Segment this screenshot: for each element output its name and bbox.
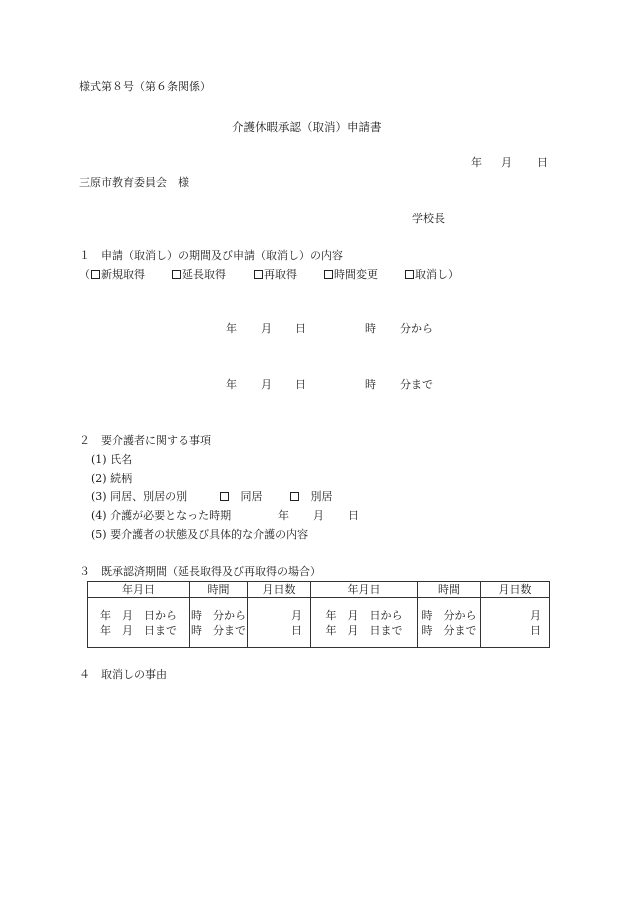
table-row	[88, 598, 550, 648]
checkbox-icon[interactable]	[290, 492, 299, 501]
time-cell-2[interactable]: 時 分から 時 分まで	[418, 598, 481, 648]
count-cell-1[interactable]: 月 日	[248, 598, 311, 648]
checkbox-icon[interactable]	[254, 270, 263, 279]
to-day: 日	[295, 378, 306, 391]
option-extend[interactable]: 延長取得	[172, 268, 226, 282]
section1-heading: １ 申請（取消し）の期間及び申請（取消し）の内容	[79, 249, 343, 262]
date-month: 月	[501, 156, 512, 169]
section2-heading: ２ 要介護者に関する事項	[79, 434, 211, 447]
checkbox-icon[interactable]	[324, 270, 333, 279]
from-day: 日	[295, 322, 306, 335]
item-residence: (3) 同居、別居の別	[91, 490, 188, 503]
date-line	[0, 156, 630, 170]
time-cell-1[interactable]: 時 分から 時 分まで	[190, 598, 248, 648]
checkbox-icon[interactable]	[91, 270, 100, 279]
from-hour: 時	[365, 322, 376, 335]
period-year: 年	[278, 509, 289, 522]
section1-options	[0, 268, 630, 282]
to-hour: 時	[365, 378, 376, 391]
addressee: 三原市教育委員会 様	[79, 176, 189, 189]
table-header-row	[88, 582, 550, 598]
header-date-2: 年月日	[311, 582, 418, 598]
period-to-line	[0, 378, 630, 392]
option-cancel[interactable]: 取消し）	[405, 268, 459, 282]
section4-heading: ４ 取消しの事由	[79, 668, 167, 681]
residence-together-option[interactable]: 同居	[220, 490, 263, 504]
header-time-2: 時間	[418, 582, 481, 598]
form-number: 様式第８号（第６条関係）	[79, 80, 211, 93]
applicant-title: 学校長	[412, 212, 445, 225]
item-period-start: (4) 介護が必要となった時期	[91, 509, 232, 522]
option-reacquire[interactable]: 再取得	[254, 268, 297, 282]
checkbox-icon[interactable]	[172, 270, 181, 279]
from-year: 年	[226, 322, 237, 335]
period-month: 月	[313, 509, 324, 522]
item-relation: (2) 続柄	[91, 472, 133, 485]
header-time-1: 時間	[190, 582, 248, 598]
to-minute: 分まで	[400, 378, 433, 391]
section3-heading: ３ 既承認済期間（延長取得及び再取得の場合）	[79, 565, 321, 578]
header-count-1: 月日数	[248, 582, 311, 598]
page-title: 介護休暇承認（取消）申請書	[232, 120, 382, 134]
to-year: 年	[226, 378, 237, 391]
approved-period-table	[87, 581, 550, 648]
period-day: 日	[348, 509, 359, 522]
count-cell-2[interactable]: 月 日	[481, 598, 550, 648]
checkbox-icon[interactable]	[405, 270, 414, 279]
item-period-row	[0, 509, 630, 523]
from-minute: 分から	[400, 322, 433, 335]
date-day: 日	[537, 156, 548, 169]
item-condition: (5) 要介護者の状態及び具体的な介護の内容	[91, 528, 309, 541]
to-month: 月	[261, 378, 272, 391]
item-name: (1) 氏名	[91, 453, 133, 466]
date-cell-2[interactable]: 年 月 日から 年 月 日まで	[311, 598, 418, 648]
option-time-change[interactable]: 時間変更	[324, 268, 378, 282]
item-residence-row	[0, 490, 630, 504]
residence-separate-option[interactable]: 別居	[290, 490, 333, 504]
period-from-line	[0, 322, 630, 336]
option-new[interactable]: 新規取得	[91, 268, 145, 282]
options-open-paren: （	[79, 268, 90, 281]
date-year: 年	[471, 156, 482, 169]
from-month: 月	[261, 322, 272, 335]
checkbox-icon[interactable]	[220, 492, 229, 501]
header-count-2: 月日数	[481, 582, 550, 598]
header-date-1: 年月日	[88, 582, 190, 598]
date-cell-1[interactable]: 年 月 日から 年 月 日まで	[88, 598, 190, 648]
